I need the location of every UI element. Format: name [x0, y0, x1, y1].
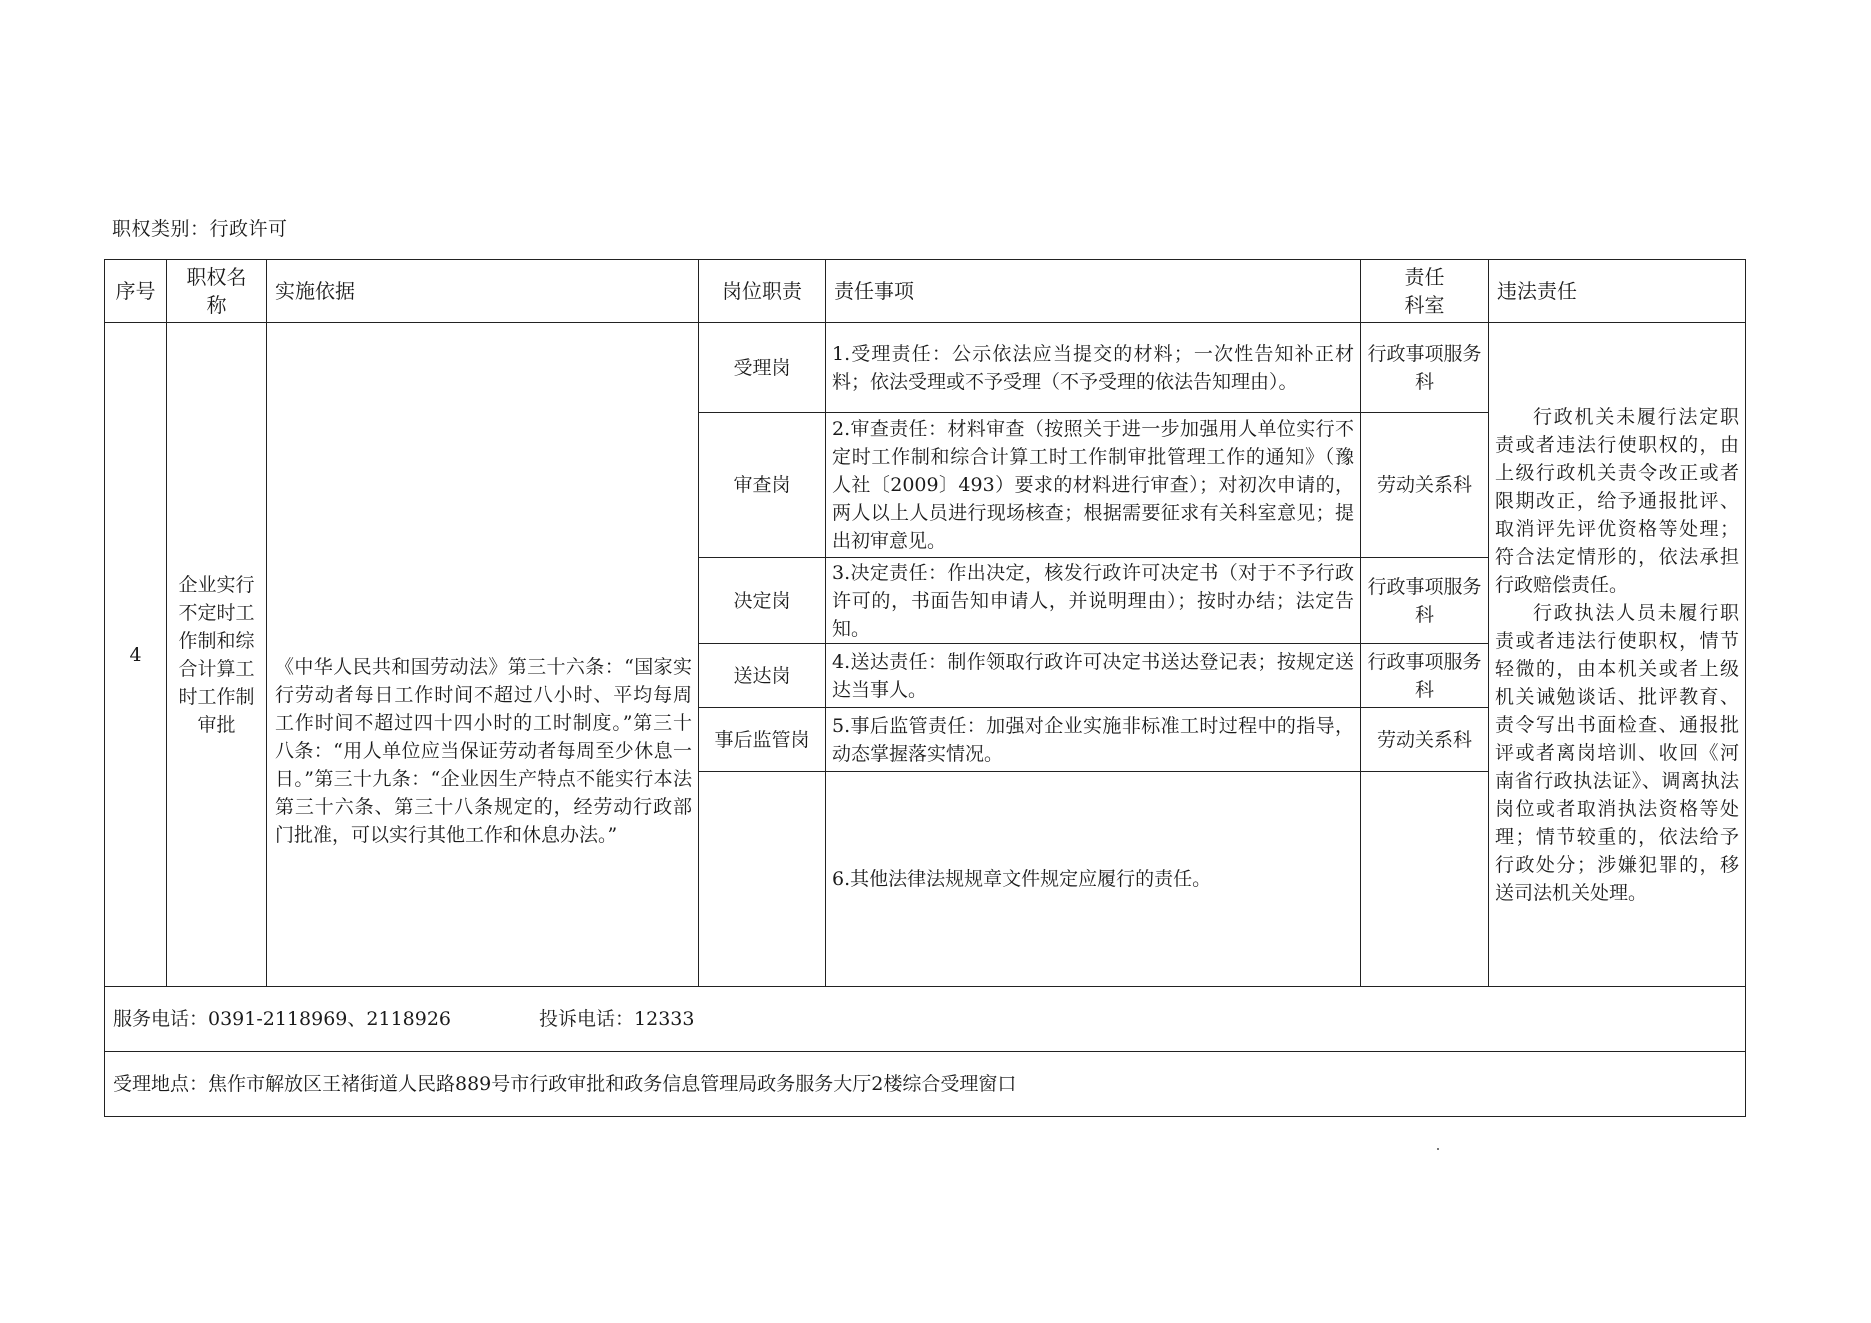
office-cell: 行政事项服务科	[1361, 323, 1489, 413]
header-office	[1361, 260, 1489, 323]
duty-cell: 5.事后监管责任：加强对企业实施非标准工时过程中的指导，动态掌握落实情况。	[826, 708, 1361, 772]
footer-address-row	[105, 1052, 1746, 1117]
address-text: 受理地点：焦作市解放区王褚街道人民路889号市行政审批和政务信息管理局政务服务大厅2楼综合受理窗口	[105, 1052, 1746, 1117]
office-cell: 行政事项服务科	[1361, 644, 1489, 708]
header-name	[167, 260, 267, 323]
header-office-text: 责任科室	[1404, 265, 1445, 317]
footer-phone-cell	[105, 987, 1746, 1052]
power-name: 企业实行不定时工作制和综合计算工时工作制审批	[178, 573, 255, 736]
complaint-phone: 投诉电话：12333	[539, 1008, 695, 1030]
basis-text: 《中华人民共和国劳动法》第三十六条：“国家实行劳动者每日工作时间不超过八小时、平均每周工作时间不超过四十四小时的工时制度。”第三十八条：“用人单位应当保证劳动者每周至少休息一日。”第三十九条：“企业因生产特点不能实行本法第三十六条、第三十八条规定的，经劳动行政部门批准，可以实行其他工作和休息办法。”	[275, 655, 692, 846]
office-cell	[1361, 772, 1489, 987]
header-liability: 违法责任	[1489, 260, 1746, 323]
category-label: 职权类别：行政许可	[112, 218, 288, 240]
office-cell: 劳动关系科	[1361, 708, 1489, 772]
header-row	[105, 260, 1746, 323]
header-name-text: 职权名称	[186, 265, 247, 317]
liability-cell	[1489, 323, 1746, 987]
header-duty: 责任事项	[826, 260, 1361, 323]
speck-mark	[1437, 1148, 1439, 1150]
service-phone: 服务电话：0391-2118969、2118926	[113, 1008, 452, 1030]
post-cell: 审查岗	[699, 413, 826, 558]
liability-paragraph: 行政机关未履行法定职责或者违法行使职权的，由上级行政机关责令改正或者限期改正，给予通报批评、取消评先评优资格等处理；符合法定情形的，依法承担行政赔偿责任。	[1495, 405, 1739, 596]
seq-cell: 4	[105, 323, 167, 987]
office-cell: 劳动关系科	[1361, 413, 1489, 558]
basis-cell	[267, 323, 699, 987]
office-cell: 行政事项服务科	[1361, 558, 1489, 644]
footer-phone-row	[105, 987, 1746, 1052]
power-name-cell	[167, 323, 267, 987]
duty-cell: 6.其他法律法规规章文件规定应履行的责任。	[826, 772, 1361, 987]
post-cell: 事后监管岗	[699, 708, 826, 772]
post-cell: 受理岗	[699, 323, 826, 413]
post-cell	[699, 772, 826, 987]
table-row	[105, 323, 1746, 413]
post-cell: 送达岗	[699, 644, 826, 708]
duty-cell: 1.受理责任：公示依法应当提交的材料；一次性告知补正材料；依法受理或不予受理（不予受理的依法告知理由）。	[826, 323, 1361, 413]
duty-cell: 4.送达责任：制作领取行政许可决定书送达登记表；按规定送达当事人。	[826, 644, 1361, 708]
header-seq: 序号	[105, 260, 167, 323]
duty-cell: 2.审查责任：材料审查（按照关于进一步加强用人单位实行不定时工作制和综合计算工时工作制审批管理工作的通知》（豫人社〔2009〕493）要求的材料进行审查）；对初次申请的，两人以上人员进行现场核查；根据需要征求有关科室意见；提出初审意见。	[826, 413, 1361, 558]
liability-paragraph: 行政执法人员未履行职责或者违法行使职权，情节轻微的，由本机关或者上级机关诫勉谈话、批评教育、责令写出书面检查、通报批评或者离岗培训、收回《河南省行政执法证》、调离执法岗位或者取消执法资格等处理；情节较重的，依法给予行政处分；涉嫌犯罪的，移送司法机关处理。	[1495, 601, 1739, 904]
duty-cell: 3.决定责任：作出决定，核发行政许可决定书（对于不予行政许可的，书面告知申请人，并说明理由）；按时办结；法定告知。	[826, 558, 1361, 644]
header-post: 岗位职责	[699, 260, 826, 323]
post-cell: 决定岗	[699, 558, 826, 644]
duty-table	[104, 259, 1746, 1117]
header-basis: 实施依据	[267, 260, 699, 323]
